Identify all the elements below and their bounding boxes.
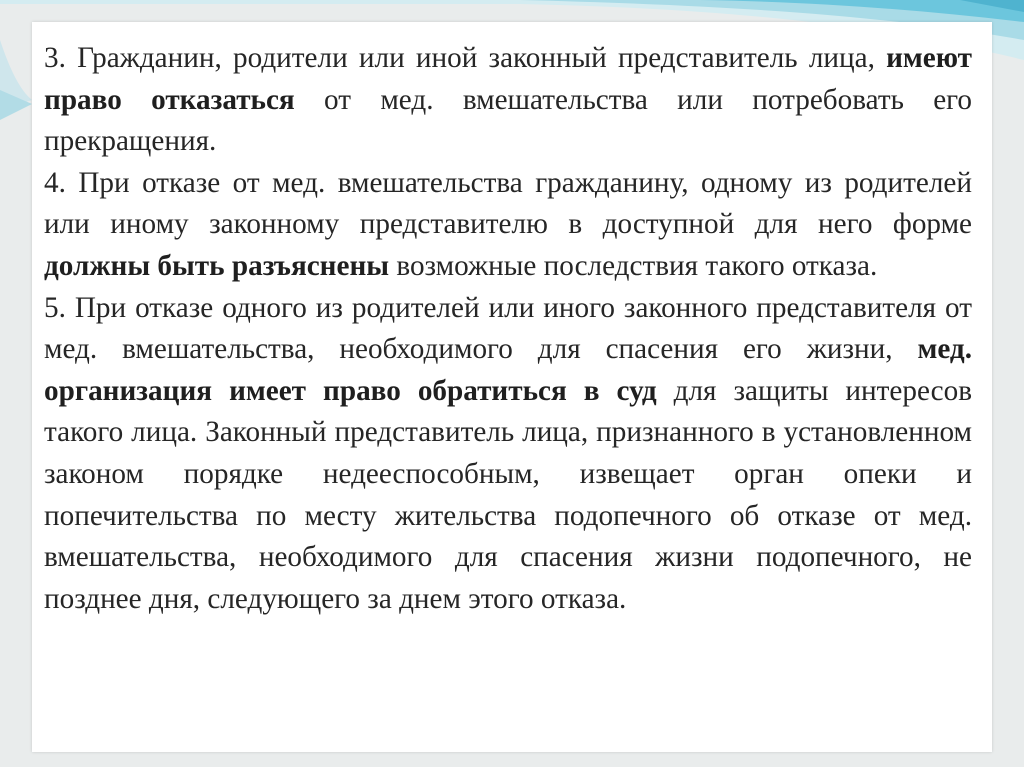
- paragraph-5: [44, 288, 972, 621]
- emphasis-text: должны быть разъяснены: [44, 249, 390, 282]
- text-segment: 4. При отказе от мед. вмешательства гражданину, одному из родителей или иному законному представителю в доступной для него форме: [44, 166, 972, 241]
- text-segment: от мед. вмешательства или потребовать его прекращения.: [44, 83, 972, 158]
- slide-content-area: [32, 22, 992, 752]
- text-segment: возможные последствия такого отказа.: [389, 249, 878, 282]
- text-segment: для защиты интересов такого лица. Законный представитель лица, признанного в установленном законом порядке недееспособным, извещает орган опеки и попечительства по месту жительства подопечного об отказе от мед. вмешательства, необходимого для спасения жизни подопечного, не позднее дня, следующего за днем этого отказа.: [44, 374, 972, 615]
- emphasis-text: мед. организация имеет право обратиться в суд: [44, 333, 972, 407]
- text-segment: 3. Гражданин, родители или иной законный представитель лица,: [44, 42, 887, 74]
- emphasis-text: имеют право отказаться: [44, 42, 972, 116]
- text-segment: 5. При отказе одного из родителей или иного законного представителя от мед. вмешательства, необходимого для спасения его жизни,: [44, 291, 972, 366]
- body-text: [44, 38, 972, 620]
- paragraph-4: [44, 163, 972, 288]
- paragraph-3: [44, 38, 972, 163]
